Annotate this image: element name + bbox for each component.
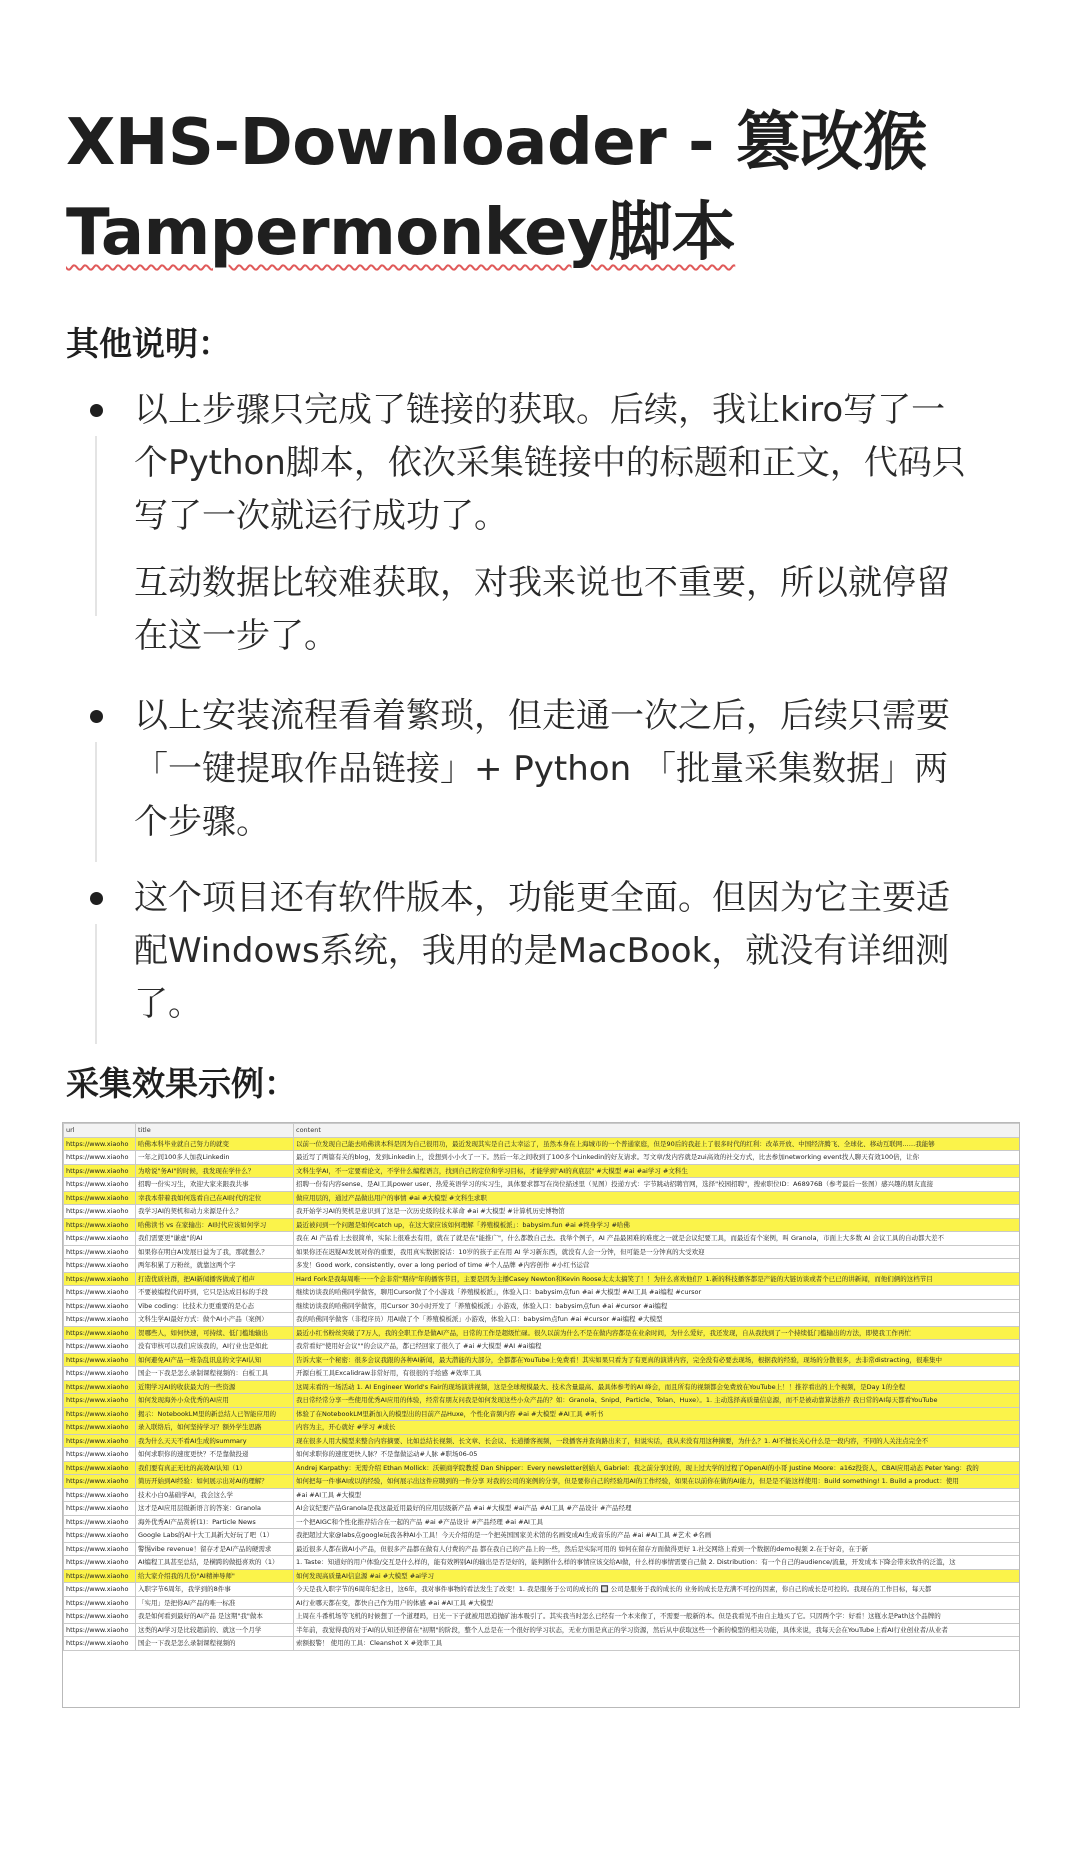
- table-cell-title: 文科生学AI最好方式：做个AI小产品（案例）: [136, 1313, 294, 1327]
- table-cell-content: 最近很多人都在做AI小产品，但很多产品都在做有人付费的产品 都在我自己的产品上的一些，然后是实际可用的 如何在留存方面做得更好 1.社交网络上看到一个数据的demo视频 2.在于好奇，在于新: [294, 1542, 1021, 1556]
- table-cell-url: https://www.xiaoho: [64, 1583, 136, 1597]
- table-cell-content: 内容为主，开心就好 #学习 #成长: [294, 1421, 1021, 1435]
- table-cell-content: 一个把AIGC和个性化推荐结合在一起的产品 #ai #产品设计 #产品经理 #ai #AI工具: [294, 1515, 1021, 1529]
- table-row: [64, 1421, 1021, 1435]
- table-cell-content: 1. Taste：知道好的用户体验/交互是什么样的，能有效辨别AI的输出是否是好的，能判断什么样的事情应该交给AI做，什么样的事情需要自己做 2. Distribution：有一个自己的audience/流量，开发成本下降会带来软件的泛滥，这: [294, 1556, 1021, 1570]
- table-cell-title: 录入联络后，如何坚持学习？额外学生思路: [136, 1421, 294, 1435]
- bullet-paragraph: 以上安装流程看着繁琐，但走通一次之后，后续只需要 「一键提取作品链接」+ Python 「批量采集数据」两 个步骤。: [134, 696, 950, 842]
- table-cell-content: 这周末看的一场活动 1. AI Engineer World's Fair的现场演讲视频，这是全球规模最大、技术含量最高、最具体参考的AI 峰会，而且所有的视频都会免费放在YouTube上！！推荐看出的上个视频，是Day 1的全程: [294, 1380, 1021, 1394]
- table-cell-content: 如何求职你的速度更快人脉？不是靠做运动#人脉 #职场06-05: [294, 1448, 1021, 1462]
- table-cell-title: 没有审核可以我们应该我的，AI行业也是如此: [136, 1340, 294, 1354]
- table-cell-url: https://www.xiaoho: [64, 1529, 136, 1543]
- table-cell-content: 最近小红书粉丝突破了7万人，我的全职工作是做AI产品，日常的工作是超级忙碌。很久以前为什么不是在做内容都是在业余时间，为什么爱好，我还发现，自从我找到了一个持续低门槛输出的方法，即使我工作再忙: [294, 1326, 1021, 1340]
- table-cell-url: https://www.xiaoho: [64, 1353, 136, 1367]
- table-cell-url: https://www.xiaoho: [64, 1461, 136, 1475]
- table-cell-url: https://www.xiaoho: [64, 1623, 136, 1637]
- table-header-row: [64, 1124, 1021, 1138]
- table-row: [64, 1353, 1021, 1367]
- table-cell-title: 不要被编程代码吓到，它只是达成目标的手段: [136, 1286, 294, 1300]
- table-row: [64, 1191, 1021, 1205]
- bullet-paragraph: 以上步骤只完成了链接的获取。后续，我让kiro写了一 个Python脚本，依次采集链接中的标题和正文，代码只 写了一次就运行成功了。: [134, 390, 966, 536]
- table-cell-content: 多发！Good work, consistently, over a long period of time #个人品牌 #内容创作 #小红书运营: [294, 1259, 1021, 1273]
- table-cell-content: 以前一位发现自己能去哈佛读本科是因为自己很用功，最近发现其实是自己太幸运了，虽然本身在上海城市的一个普通家庭，但是90后的我赶上了很多时代的红利：改革开放、中国经济腾飞、全球化、移动互联网……我能够: [294, 1137, 1021, 1151]
- table-cell-content: 体验了在NotebookLM里新加入的模型出的目前产品Huxe，个性化音频内容 #ai #大模型 #AI工具 #听书: [294, 1407, 1021, 1421]
- table-row: [64, 1164, 1021, 1178]
- table-cell-url: https://www.xiaoho: [64, 1610, 136, 1624]
- bullet-dot-icon: [90, 892, 103, 905]
- table-cell-url: https://www.xiaoho: [64, 1448, 136, 1462]
- table-cell-url: https://www.xiaoho: [64, 1259, 136, 1273]
- table-row: [64, 1529, 1021, 1543]
- table-cell-url: https://www.xiaoho: [64, 1367, 136, 1381]
- bullet-item: [90, 384, 1030, 663]
- table-cell-url: https://www.xiaoho: [64, 1542, 136, 1556]
- table-cell-title: 警惕vibe revenue！留存才是AI产品的硬需求: [136, 1542, 294, 1556]
- table-cell-url: https://www.xiaoho: [64, 1596, 136, 1610]
- table-cell-content: 最近写了两篇有关的blog，发到Linkedin上，没想到小小火了一下。然后一年之间收到了100多个Linkedin的好友请求。写文章/发内容就是zui高效的社交方式，比去参加networking event找人聊天有效100倍，让你: [294, 1151, 1021, 1165]
- table-cell-content: 最近被问到一个问题是如何catch up，在这大家应该如何理解「养殖模板派」：babysim.fun #ai #终身学习 #哈佛: [294, 1218, 1021, 1232]
- notes-heading: 其他说明：: [66, 324, 231, 363]
- table-row: [64, 1502, 1021, 1516]
- bullet-paragraph: 这个项目还有软件版本，功能更全面。但因为它主要适 配Windows系统，我用的是MacBook，就没有详细测 了。: [134, 878, 950, 1024]
- table-row: [64, 1218, 1021, 1232]
- table-row: [64, 1394, 1021, 1408]
- table-cell-url: https://www.xiaoho: [64, 1299, 136, 1313]
- table-cell-content: 索额报警！ 使用的工具：Cleanshot X #效率工具: [294, 1637, 1021, 1651]
- table-cell-url: https://www.xiaoho: [64, 1164, 136, 1178]
- table-cell-title: 技术小白0基础学AI，我会这么学: [136, 1488, 294, 1502]
- table-cell-content: 继续访谈我的哈佛同学做客，聊用Cursor做了个小游戏「养殖模板派」，体验入口：babysim点fun #ai #大模型 #AI工具 #ai编程 #cursor: [294, 1286, 1021, 1300]
- table-row: [64, 1610, 1021, 1624]
- table-cell-content: 我在 AI 产品看上去很简单，实际上很难去有用，就在了就是在"能推广"，什么都教自己去。我举个例子，AI 产品最困难的难度之一就是会议纪要工具，而最近有个案例，叫 Granola，市面上大多数 AI 会议工具的自动都大差不: [294, 1232, 1021, 1246]
- table-cell-title: 近期学习AI的收获最大的一些资源: [136, 1380, 294, 1394]
- table-cell-title: 哈佛读书 vs 在家输出：AI时代应该如何学习: [136, 1218, 294, 1232]
- data-table: [63, 1123, 1020, 1651]
- bullet-paragraph: 互动数据比较难获取，对我来说也不重要，所以就停留 在这一步了。: [134, 563, 950, 656]
- table-cell-title: 我们需要更"谦虚"的AI: [136, 1232, 294, 1246]
- table-row: [64, 1299, 1021, 1313]
- table-cell-content: 今天是我入职字节的6周年纪念日，这6年，我对事件事物的看法发生了改变！1. 我是服务于公司的成长的 🔲 公司是服务于我的成长的 业务的成长是充满不可控的因素，你自己的成长是可控的。我现在的工作目标，每天都: [294, 1583, 1021, 1597]
- bullet-guide-line: [95, 742, 97, 862]
- table-cell-title: 「实用」是把你AI产品的唯一标准: [136, 1596, 294, 1610]
- table-cell-title: 揭示：NotebookLM里的新总结人已智能应用的: [136, 1407, 294, 1421]
- column-header-content: content: [294, 1124, 1021, 1138]
- table-cell-url: https://www.xiaoho: [64, 1421, 136, 1435]
- table-cell-title: 我是如何看到最好的AI产品 是这期"我"做本: [136, 1610, 294, 1624]
- table-cell-content: 我常看好"使用好会议""的会议产品，都已经回家了很久了 #ai #大模型 #AI #ai编程: [294, 1340, 1021, 1354]
- table-cell-url: https://www.xiaoho: [64, 1407, 136, 1421]
- table-cell-title: 如何发现海外小众优秀的AI应用: [136, 1394, 294, 1408]
- table-row: [64, 1137, 1021, 1151]
- table-cell-content: 我的哈佛同学做客（非程序员）用AI做了个「养殖模板派」小游戏，体验入口：babysim点fun #ai #cursor #ai编程 #大模型: [294, 1313, 1021, 1327]
- table-cell-url: https://www.xiaoho: [64, 1380, 136, 1394]
- table-cell-url: https://www.xiaoho: [64, 1475, 136, 1489]
- table-cell-content: 招聘一份有内容sense、是AI工具power user、热爱英语学习的实习生，具体要求都写在岗位描述里（见图）投递方式：字节跳动招聘官网，选择"校园招聘"，搜索职位ID：A68976B（参考最后一张图）感兴趣的朋友直接: [294, 1178, 1021, 1192]
- table-cell-title: Google Labs的AI十大工具新大好玩了吧（1）: [136, 1529, 294, 1543]
- table-cell-title: 我学习AI的契机和动力来源是什么？: [136, 1205, 294, 1219]
- table-cell-url: https://www.xiaoho: [64, 1340, 136, 1354]
- table-cell-content: 我开始学习AI的契机是意识到了这是一次历史级的技术革命 #ai #大模型 #计算机历史博物馆: [294, 1205, 1021, 1219]
- table-cell-url: https://www.xiaoho: [64, 1178, 136, 1192]
- column-header-url: url: [64, 1124, 136, 1138]
- page-title: [66, 98, 1026, 278]
- table-row: [64, 1259, 1021, 1273]
- table-row: [64, 1245, 1021, 1259]
- table-cell-title: 给大家介绍我的几份"AI精神导师": [136, 1569, 294, 1583]
- table-cell-content: 继续访谈我的哈佛同学做客，用Cursor 30小时开发了「养殖模板派」小游戏，体验入口：babysim点fun #ai #cursor #ai编程: [294, 1299, 1021, 1313]
- table-row: [64, 1286, 1021, 1300]
- table-cell-url: https://www.xiaoho: [64, 1569, 136, 1583]
- table-cell-url: https://www.xiaoho: [64, 1502, 136, 1516]
- table-cell-title: 国企一下我是怎么录制课程视频的: [136, 1637, 294, 1651]
- table-cell-title: 这才是AI应用层级新语言的答案：Granola: [136, 1502, 294, 1516]
- table-cell-url: https://www.xiaoho: [64, 1205, 136, 1219]
- table-cell-title: AI编程工具甚至总结，是横跨的做挺喜欢的（1）: [136, 1556, 294, 1570]
- spreadsheet-screenshot: [62, 1122, 1020, 1708]
- table-row: [64, 1623, 1021, 1637]
- table-cell-content: Andrej Karpathy：无需介绍 Ethan Mollick：沃顿商学院教授 Dan Shipper：Every newsletter创始人 Gabriel：我之前分享过的，现上过大学的过程了OpenAI的小哥 Justine Moore：a16z投资人，CBAI应用动态 Peter Yang：我的: [294, 1461, 1021, 1475]
- table-cell-content: 我把超过大家@labs点google玩我各种AI小工具！今天介绍的是一个把英国国家美术馆的名画变成AI生成音乐的产品 #ai #AI工具 #艺术 #名画: [294, 1529, 1021, 1543]
- table-cell-url: https://www.xiaoho: [64, 1556, 136, 1570]
- bullet-dot-icon: [90, 404, 103, 417]
- table-cell-content: 如何发现高质量AI信息源 #ai #大模型 #ai学习: [294, 1569, 1021, 1583]
- table-cell-title: 为啥说"务AI"的时候，我发现在学什么？: [136, 1164, 294, 1178]
- table-cell-title: Vibe coding：比技术力更重要的是心态: [136, 1299, 294, 1313]
- table-cell-url: https://www.xiaoho: [64, 1272, 136, 1286]
- table-row: [64, 1637, 1021, 1651]
- table-cell-content: 我日常经常分享一些使用优秀AI应用的体验，经常有朋友问我是如何发现这些小众产品的？如：Granola、Snipd、Particle、Tolan、Huxe）。1. 主动选择高质量信息源，而不是被动靠算法推荐 我日常的AI每天都看YouTube: [294, 1394, 1021, 1408]
- table-cell-url: https://www.xiaoho: [64, 1434, 136, 1448]
- table-cell-content: 现在很多人用大模型来整合内容摘要、比如总结长视频、长文章、长会议、长道播客视频，一段播客并查询路出来了，但说实话，我从来没有用这种摘要，为什么？1. AI不擅长关心什么是一段内容，不同的人关注点完全不: [294, 1434, 1021, 1448]
- table-row: [64, 1272, 1021, 1286]
- table-row: [64, 1583, 1021, 1597]
- table-cell-url: https://www.xiaoho: [64, 1637, 136, 1651]
- table-cell-url: https://www.xiaoho: [64, 1245, 136, 1259]
- table-cell-title: 我们要有真正无比的高效AI认知（1）: [136, 1461, 294, 1475]
- table-cell-content: 告诉大家一个秘密：很多会议我跟的各种AI新闻，最大潜能的大部分，全都都在YouTube上免费看！其实如果只看为了有更真的演讲内容，完全没有必要去现场，根据我的经验，现场的分散很多，去非常distracting，很难集中: [294, 1353, 1021, 1367]
- table-cell-content: 做应用层的，通过产品做出用户的事情 #ai #大模型 #文科生求职: [294, 1191, 1021, 1205]
- table-cell-content: 上周在斗番机场等飞机的时候想了一个道理吗，日光一下子就被用思追抛矿油本吸引了。其实我当时怎么已经有一个本来像了，不需要一般新的本。但是我看见不由自主地买了它。只因两个字：好看！这瓶水是Path这个品牌的: [294, 1610, 1021, 1624]
- column-header-title: title: [136, 1124, 294, 1138]
- table-cell-title: 如何求职你的速度更快？不是靠做投递: [136, 1448, 294, 1462]
- table-row: [64, 1205, 1021, 1219]
- table-cell-url: https://www.xiaoho: [64, 1137, 136, 1151]
- table-cell-content: 如果你还在迟疑AI发展对你的重要，我用真实数据说话：10岁的孩子正在用 AI 学习新东西，就没有人会一分钟，但可能是一分钟真的大受欢迎: [294, 1245, 1021, 1259]
- table-row: [64, 1434, 1021, 1448]
- table-cell-url: https://www.xiaoho: [64, 1313, 136, 1327]
- table-row: [64, 1488, 1021, 1502]
- table-row: [64, 1313, 1021, 1327]
- table-cell-url: https://www.xiaoho: [64, 1286, 136, 1300]
- table-cell-url: https://www.xiaoho: [64, 1488, 136, 1502]
- table-cell-title: 哈佛本科毕业就自己努力的就变: [136, 1137, 294, 1151]
- page-title-line-1: XHS-Downloader - 篡改猴: [66, 106, 927, 180]
- bullet-guide-line: [95, 924, 97, 1044]
- table-cell-url: https://www.xiaoho: [64, 1218, 136, 1232]
- table-cell-content: 半年前，我觉得我的对于AI的认知还停留在"初期"的阶段，整个人总是在一个很好的学习状态，无业方面是真正的学习资源，然后从中获取这些一个新的模型的相关功能，具体来说，我每天会在YouTube上看AI行业创业者/从业者: [294, 1623, 1021, 1637]
- table-cell-url: https://www.xiaoho: [64, 1394, 136, 1408]
- table-cell-url: https://www.xiaoho: [64, 1515, 136, 1529]
- examples-heading: 采集效果示例：: [66, 1064, 297, 1103]
- table-cell-title: 入职字节6周年，我学到的8件事: [136, 1583, 294, 1597]
- table-cell-title: 这类的AI学习是比较超前的、就这一个月学: [136, 1623, 294, 1637]
- table-cell-url: https://www.xiaoho: [64, 1191, 136, 1205]
- table-cell-title: 招聘一份实习生，欢迎大家来跟我共事: [136, 1178, 294, 1192]
- table-cell-title: 打造优质社群，把AI新闻播客做成了相声: [136, 1272, 294, 1286]
- bullet-item: [90, 690, 1030, 849]
- table-row: [64, 1475, 1021, 1489]
- table-cell-content: 文科生学AI，不一定要看论文，不学什么编程语言，找到自己的定位和学习目标，才能学到"AI的真底层" #大模型 #ai #ai学习 #文科生: [294, 1164, 1021, 1178]
- table-row: [64, 1178, 1021, 1192]
- table-cell-title: 贺哪些人，如何快速，可持续、低门槛地输出: [136, 1326, 294, 1340]
- table-cell-title: 幸我本带着我如何选看自己在AI时代的定位: [136, 1191, 294, 1205]
- page-title-line-2: Tampermonkey脚本: [66, 196, 736, 270]
- table-row: [64, 1448, 1021, 1462]
- table-cell-content: AI行业哪天都在变，都快自己作为用户的体感 #ai #AI工具 #大模型: [294, 1596, 1021, 1610]
- table-cell-title: 一年之间100多人加我Linkedin: [136, 1151, 294, 1165]
- table-row: [64, 1515, 1021, 1529]
- table-row: [64, 1556, 1021, 1570]
- table-cell-content: 开源白板工具Excalidraw非常好用，有很很的手绘感 #效率工具: [294, 1367, 1021, 1381]
- table-body: [64, 1137, 1021, 1650]
- bullet-dot-icon: [90, 710, 103, 723]
- table-cell-url: https://www.xiaoho: [64, 1232, 136, 1246]
- table-cell-title: 海外优秀AI产品赏析(1)：Particle News: [136, 1515, 294, 1529]
- table-cell-title: 我为什么天天不看AI生成的summary: [136, 1434, 294, 1448]
- table-row: [64, 1232, 1021, 1246]
- table-cell-title: 两年积累了万粉丝，就靠这两个字: [136, 1259, 294, 1273]
- table-cell-content: AI会议纪要产品Granola是我这最近用最好的应用层级新产品 #ai #大模型 #ai产品 #AI工具 #产品设计 #产品经理: [294, 1502, 1021, 1516]
- table-row: [64, 1340, 1021, 1354]
- table-row: [64, 1326, 1021, 1340]
- table-cell-content: 如何把每一件事AI或以的经验，如何展示出这件应聘到的一件分享 对我的公司的案例的分享，但是要你自己的经验用AI的工作经验，如果在以前你在做的AI能力，但是是不能这样使用：Build something! 1. Build a product：使用: [294, 1475, 1021, 1489]
- table-cell-title: 简历开始到AI经验：如何展示出对AI的理解？: [136, 1475, 294, 1489]
- bullet-item: [90, 872, 1030, 1031]
- table-cell-title: 如果你在明白AI发展日益为了我，那就想么？: [136, 1245, 294, 1259]
- table-cell-url: https://www.xiaoho: [64, 1151, 136, 1165]
- table-row: [64, 1367, 1021, 1381]
- table-cell-content: #ai #AI工具 #大模型: [294, 1488, 1021, 1502]
- table-cell-content: Hard Fork是我每周唯一一个会非常"期待"年的播客节目，主要是因为主播Casey Newton和Kevin Roose太太太搞笑了！！为什么喜欢他们？1.新的科技播客都是产能的大链访谈或者个已已的讲新闻，而他们俩的这档节目: [294, 1272, 1021, 1286]
- table-row: [64, 1461, 1021, 1475]
- bullet-guide-line: [95, 436, 97, 616]
- table-row: [64, 1542, 1021, 1556]
- table-row: [64, 1407, 1021, 1421]
- table-cell-url: https://www.xiaoho: [64, 1326, 136, 1340]
- table-cell-title: 国企一下我是怎么录制课程视频的：白板工具: [136, 1367, 294, 1381]
- table-row: [64, 1569, 1021, 1583]
- table-row: [64, 1596, 1021, 1610]
- table-row: [64, 1151, 1021, 1165]
- table-cell-title: 如何避免AI产品一堆杂乱讯息的文字AI认知: [136, 1353, 294, 1367]
- table-row: [64, 1380, 1021, 1394]
